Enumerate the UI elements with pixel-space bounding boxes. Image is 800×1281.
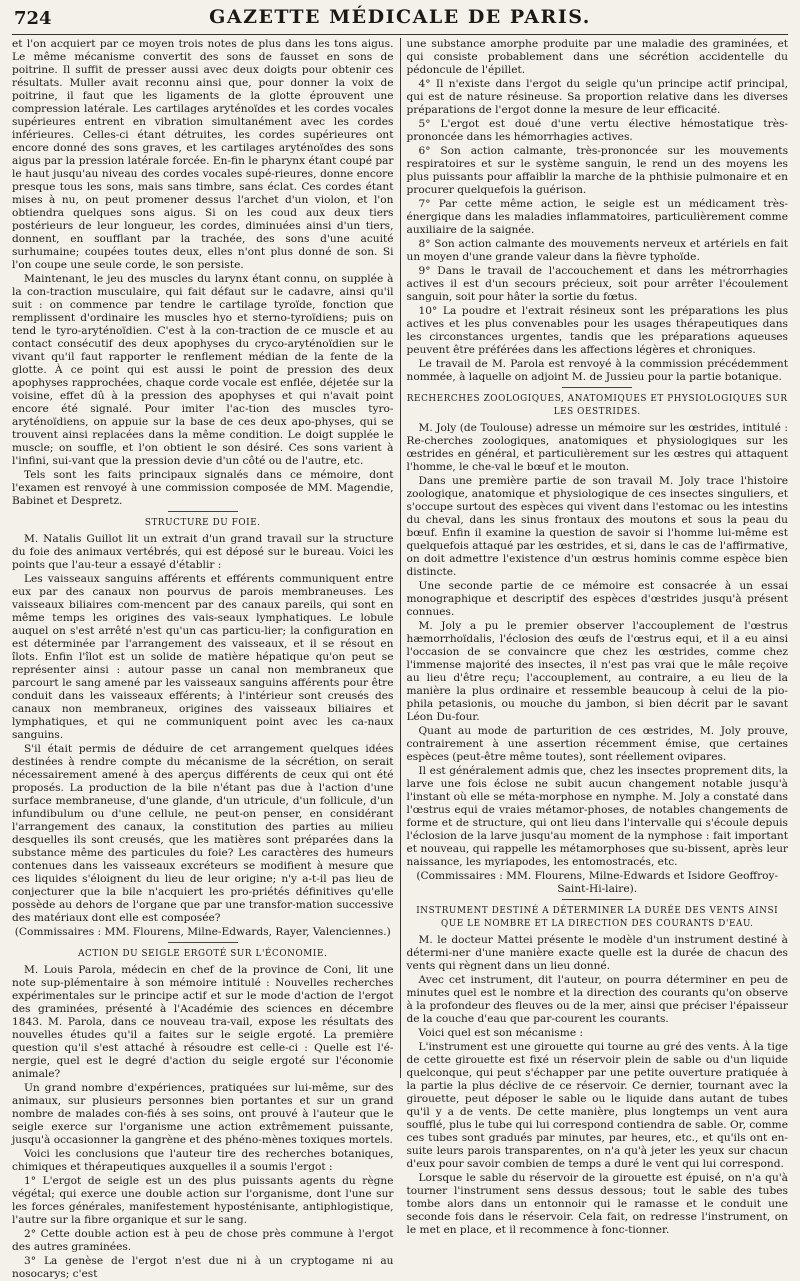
voice-paragraph-2: Maintenant, le jeu des muscles du larynx étant connu, on supplée à la con-traction musculaire, qui fait défaut sur le cadavre, ainsi qu'il suit : on commence par tendre le cartilage tyroïde, fonction que remplissent d'ordinaire les muscles hyo et sterno-tyroïdiens; puis on tend le tyro-aryténoïdien. C'est à la con-traction de ce muscle et au contact consécutif des deux apophyses du cryco-aryténoïdien sur le vivant qu'il faut rapporter le renflement médian de la fente de la glotte. À ce point qui est aussi le point de pression des deux apophyses rapprochées, chaque corde vocale est enflée, déjetée sur la voisine, effet dû à la pression des apophyses et qui n'avait point encore été signalé. Pour imiter l'ac-tion des muscles tyro-aryténoïdiens, on appuie sur la base de ces deux apo-physes, qui se trouvent ainsi replacées dans la même condition. Le doigt supplée le muscle; on souffle, et l'on obtient le son désiré. Ces sons varient à l'infini, sui-vant que la pression devie d'un côté ou de l'autre, etc. <box>12 273 394 467</box>
oestrides-paragraph-2: Dans une première partie de son travail M. Joly trace l'histoire zoologique, anatomique et physiologique de ces insectes singuliers, et s'occupe surtout des espèces qui vivent dans l'estomac ou les intestins du cheval, dans les sinus frontaux des moutons et sous la peau du bœuf. Enfin il examine la question de savoir si l'homme lui-même est quelquefois attaqué par les œstrides, et si, dans le cas de l'affirmative, on doit admettre l'existence d'un œstrus hominis comme espèce bien distincte. <box>406 475 788 578</box>
oestrides-paragraph-5: Quant au mode de parturition de ces œstrides, M. Joly prouve, contrairement à une assertion récemment émise, que certaines espèces (peut-être même toutes), sont réellement ovipares. <box>406 725 788 763</box>
ergot-conclusion-10: 10° La poudre et l'extrait résineux sont les préparations les plus actives et les plus convenables pour les usages thérapeutiques dans les circonstances urgentes, tandis que les préparations aqueuses peuvent être préférées dans les affections légères et chroniques. <box>406 305 788 356</box>
section-title-oestrides: RECHERCHES ZOOLOGIQUES, ANATOMIQUES ET PHYSIOLOGIQUES SUR LES OESTRIDES. <box>406 394 788 417</box>
ergot-continuation: une substance amorphe produite par une maladie des graminées, et qui consiste probablement dans une sécrétion accidentelle du pédoncule de l'épillet. <box>406 38 788 76</box>
section-divider <box>562 899 632 900</box>
voice-paragraph-1: et l'on acquiert par ce moyen trois notes de plus dans les tons aigus. Le même mécanisme convertit des sons de fausset en sons de poitrine. Il suffit de presser aussi avec deux doigts pour obtenir ces résultats. Muller avait reconnu ainsi que, pour donner la voix de poitrine, il faut que les ligaments de la glotte éprouvent une compression latérale. Les cartilages aryténoïdes et les cordes vocales supérieures entrent en vibration simultanément avec les cordes inférieures. Celles-ci étant détruites, les cordes supérieures ont encore donné des sons graves, et les cartilages aryténoïdes des sons aigus par la pression latérale forcée. En-fin le pharynx étant coupé par le haut jusqu'au niveau des cordes vocales supé-rieures, donne encore presque tous les sons, mais sans timbre, sans éclat. Ces cordes étant mises à nu, on peut promener dessus l'archet d'un violon, et l'on obtiendra quelques sons aigus. Si on les coud aux deux tiers postérieurs de leur longueur, les cordes, diminuées ainsi d'un tiers, donnent, en soufflant par la trachée, des sons d'une acuité surhumaine; coupées toutes deux, elles n'ont plus donné de son. Si l'on coupe une seule corde, le son persiste. <box>12 38 394 271</box>
oestrides-paragraph-4: M. Joly a pu le premier observer l'accouplement de l'œstrus hæmorrhoïdalis, l'éclosion des œufs de l'œstrus equi, et il a eu ainsi l'occasion de se convaincre que chez les œstrides, comme chez l'immense majorité des insectes, il n'est pas vrai que le mâle reçoive au lieu d'être reçu; l'accouplement, au contraire, a eu lieu de la manière la plus ordinaire et ressemble beaucoup à celui de la pio-phila petasionis, ou mouche du jambon, si bien décrit par le savant Léon Du-four. <box>406 620 788 723</box>
voice-commission: Tels sont les faits principaux signalés dans ce mémoire, dont l'examen est renvoyé à une commission composée de MM. Magendie, Babinet et Despretz. <box>12 469 394 507</box>
ergot-paragraph-1: M. Louis Parola, médecin en chef de la province de Coni, lit une note sup-plémentaire à son mémoire intitulé : Nouvelles recherches expérimentales sur le principe actif et sur le mode d'action de l'ergot des graminées, présenté à l'Académie des sciences en décembre 1843. M. Parola, dans ce nouveau tra-vail, expose les résultats des nouvelles études qu'il a faites sur le seigle ergoté. La première question qu'il s'est attaché à résoudre est celle-ci : Quelle est l'é-nergie, quel est le degré d'action du seigle ergoté sur l'économie animale? <box>12 964 394 1080</box>
section-title-liver: STRUCTURE DU FOIE. <box>144 518 261 528</box>
article-columns <box>12 38 788 1280</box>
ergot-conclusion-8: 8° Son action calmante des mouvements nerveux et artériels en fait un moyen d'une grande valeur dans la fièvre typhoïde. <box>406 238 788 263</box>
section-divider <box>562 387 632 388</box>
ergot-paragraph-2: Un grand nombre d'expériences, pratiquées sur lui-même, sur des animaux, sur plusieurs personnes bien portantes et sur un grand nombre de malades con-fiés à ses soins, ont prouvé à l'auteur que le seigle exerce sur l'organisme une action extrêmement puissante, jusqu'à occasionner la gangrène et des phéno-mènes toxiques mortels. <box>12 1082 394 1146</box>
page-header <box>0 0 800 32</box>
instrument-paragraph-5: Lorsque le sable du réservoir de la girouette est épuisé, on n'a qu'à tourner l'instrument sens dessus dessous; tout le sable des tubes tombe alors dans un entonnoir qui le ramasse et le conduit une seconde fois dans le réservoir. Cela fait, on redresse l'instrument, on le met en place, et il recommence à fonc-tionner. <box>406 1172 788 1236</box>
ergot-paragraph-3: Voici les conclusions que l'auteur tire des recherches botaniques, chimiques et thérapeutiques auxquelles il a soumis l'ergot : <box>12 1148 394 1173</box>
journal-title: GAZETTE MÉDICALE DE PARIS. <box>209 6 591 28</box>
left-column <box>12 38 400 1280</box>
ergot-conclusion-5: 5° L'ergot est doué d'une vertu élective hémostatique très-prononcée dans les hémorrhagies actives. <box>406 118 788 143</box>
oestrides-paragraph-3: Une seconde partie de ce mémoire est consacrée à un essai monographique et descriptif des espèces d'œstrides jusqu'à présent connues. <box>406 580 788 618</box>
ergot-conclusion-3: 3° La genèse de l'ergot n'est due ni à un cryptogame ni au nosocarys; c'est <box>12 1255 394 1280</box>
section-divider <box>168 511 238 512</box>
liver-commission: (Commissaires : MM. Flourens, Milne-Edwards, Rayer, Valenciennes.) <box>14 926 391 938</box>
ergot-commission: Le travail de M. Parola est renvoyé à la commission précédemment nommée, à laquelle on adjoint M. de Jussieu pour la partie botanique. <box>406 358 788 383</box>
ergot-conclusion-7: 7° Par cette même action, le seigle est un médicament très-énergique dans les maladies inflammatoires, particulièrement comme auxiliaire de la saignée. <box>406 198 788 236</box>
oestrides-commission: (Commissaires : MM. Flourens, Milne-Edwards et Isidore Geoffroy-Saint-Hi-laire). <box>416 870 779 895</box>
liver-paragraph-2: Les vaisseaux sanguins afférents et efférents communiquent entre eux par des canaux non pourvus de parois membraneuses. Les vaisseaux biliaires com-mencent par des canaux pareils, qui sont en même temps les origines des vais-seaux lymphatiques. Le lobule auquel on s'est arrêté n'est qu'un cas particu-lier; la configuration en est déterminée par l'arrangement des vaisseaux, et il se résout en îlots. Enfin l'îlot est un solide de matière hépatique qu'on peut se représenter ainsi : autour passe un canal non membraneux que parcourt le sang amené par les vaisseaux sanguins afférents pour être conduit dans les vaisseaux efférents; à l'intérieur sont creusés des canaux non membraneux, origines des vaisseaux biliaires et lymphatiques, et qui ne communiquent point avec les ca-naux sanguins. <box>12 573 394 741</box>
instrument-paragraph-1: M. le docteur Mattei présente le modèle d'un instrument destiné à détermi-ner d'une manière exacte quelle est la durée de chacun des vents qui règnent dans un lieu donné. <box>406 934 788 972</box>
section-divider <box>168 942 238 943</box>
ergot-conclusion-2: 2° Cette double action est à peu de chose près commune à l'ergot des autres graminées. <box>12 1228 394 1253</box>
oestrides-paragraph-6: Il est généralement admis que, chez les insectes proprement dits, la larve une fois éclose ne subit aucun changement notable jusqu'à l'instant où elle se méta-morphose en nymphe. M. Joly a constaté dans l'œstrus equi de vraies métamor-phoses, de notables changements de forme et de structure, qui ont lieu dans l'intervalle qui s'écoule depuis l'éclosion de la larve jusqu'au moment de la nymphose : fait important et nouveau, qui rappelle les métamorphoses que su-bissent, après leur naissance, les myriapodes, les entomostracés, etc. <box>406 765 788 868</box>
liver-paragraph-1: M. Natalis Guillot lit un extrait d'un grand travail sur la structure du foie des animaux vertébrés, qui est déposé sur le bureau. Voici les points que l'au-teur a essayé d'établir : <box>12 533 394 571</box>
instrument-paragraph-2: Avec cet instrument, dit l'auteur, on pourra déterminer en peu de minutes quel est le nombre et la direction des courants qu'on observe à la profondeur des fleuves ou de la mer, ainsi que préciser l'épaisseur de la couche d'eau que par-courent les courants. <box>406 974 788 1025</box>
page-number: 724 <box>14 8 52 29</box>
ergot-conclusion-1: 1° L'ergot de seigle est un des plus puissants agents du règne végétal; qui exerce une double action sur l'organisme, dont l'une sur les forces générales, manifestement hyposténisante, antiphlogistique, l'autre sur la fibre organique et sur le sang. <box>12 1175 394 1226</box>
instrument-paragraph-4: L'instrument est une girouette qui tourne au gré des vents. À la tige de cette girouette est fixé un réservoir plein de sable ou d'un liquide quelconque, qui peut s'échapper par une petite ouverture pratiquée à la partie la plus déclive de ce réservoir. Ce dernier, tournant avec la girouette, peut déposer le sable ou le liquide dans autant de tubes qu'il y a de vents. De cette manière, plus longtemps un vent aura soufflé, plus le tube qui lui correspond contiendra de sable. Or, comme ces tubes sont gradués par minutes, par heures, etc., et qu'ils ont en-suite leurs parois transparentes, on n'a qu'à jeter les yeux sur chacun d'eux pour savoir combien de temps a duré le vent qui lui correspond. <box>406 1041 788 1170</box>
instrument-paragraph-3: Voici quel est son mécanisme : <box>418 1027 584 1039</box>
header-rule <box>12 34 788 35</box>
liver-paragraph-3: S'il était permis de déduire de cet arrangement quelques idées destinées à rendre compte du mécanisme de la sécrétion, on serait nécessairement amené à des aperçus différents de ceux qui ont été proposés. La production de la bile n'étant pas due à l'action d'une surface membraneuse, d'une glande, d'un utricule, d'un follicule, d'un infundibulum ou d'une cellule, ne peut-on penser, en considérant l'arrangement des canaux, la constitution des parties au milieu desquelles ils sont creusés, que les matières sont préparées dans la substance même des particules du foie? Les caractères des humeurs contenues dans les vaisseaux excréteurs se modifient à mesure que ces liquides s'éloignent du lieu de leur origine; n'y a-t-il pas lieu de conjecturer que la bile n'acquiert les pro-priétés définitives qu'elle possède au dehors de l'organe que par une transfor-mation successive des matériaux dont elle est composée? <box>12 743 394 924</box>
ergot-conclusion-9: 9° Dans le travail de l'accouchement et dans les métrorrhagies actives il est d'un secours précieux, soit pour arrêter l'écoulement sanguin, soit pour hâter la sortie du fœtus. <box>406 265 788 303</box>
section-title-ergot: ACTION DU SEIGLE ERGOTÉ SUR L'ÉCONOMIE. <box>78 949 328 959</box>
right-column <box>401 38 789 1236</box>
ergot-conclusion-4: 4° Il n'existe dans l'ergot du seigle qu'un principe actif principal, qui est de nature résineuse. Sa proportion relative dans les diverses préparations de l'ergot donne la mesure de leur efficacité. <box>406 78 788 116</box>
section-title-instrument: INSTRUMENT DESTINÉ A DÉTERMINER LA DURÉE DES VENTS AINSI QUE LE NOMBRE ET LA DIRECTION DES COURANTS D'EAU. <box>416 906 779 929</box>
ergot-conclusion-6: 6° Son action calmante, très-prononcée sur les mouvements respiratoires et sur le système sanguin, le rend un des moyens les plus puissants pour affaiblir la marche de la phthisie pulmonaire et en procurer quelquefois la guérison. <box>406 145 788 196</box>
oestrides-paragraph-1: M. Joly (de Toulouse) adresse un mémoire sur les œstrides, intitulé : Re-cherches zoologiques, anatomiques et physiologiques sur les œstrides en général, et particulièrement sur les œstres qui attaquent l'homme, le che-val le bœuf et le mouton. <box>406 422 788 473</box>
